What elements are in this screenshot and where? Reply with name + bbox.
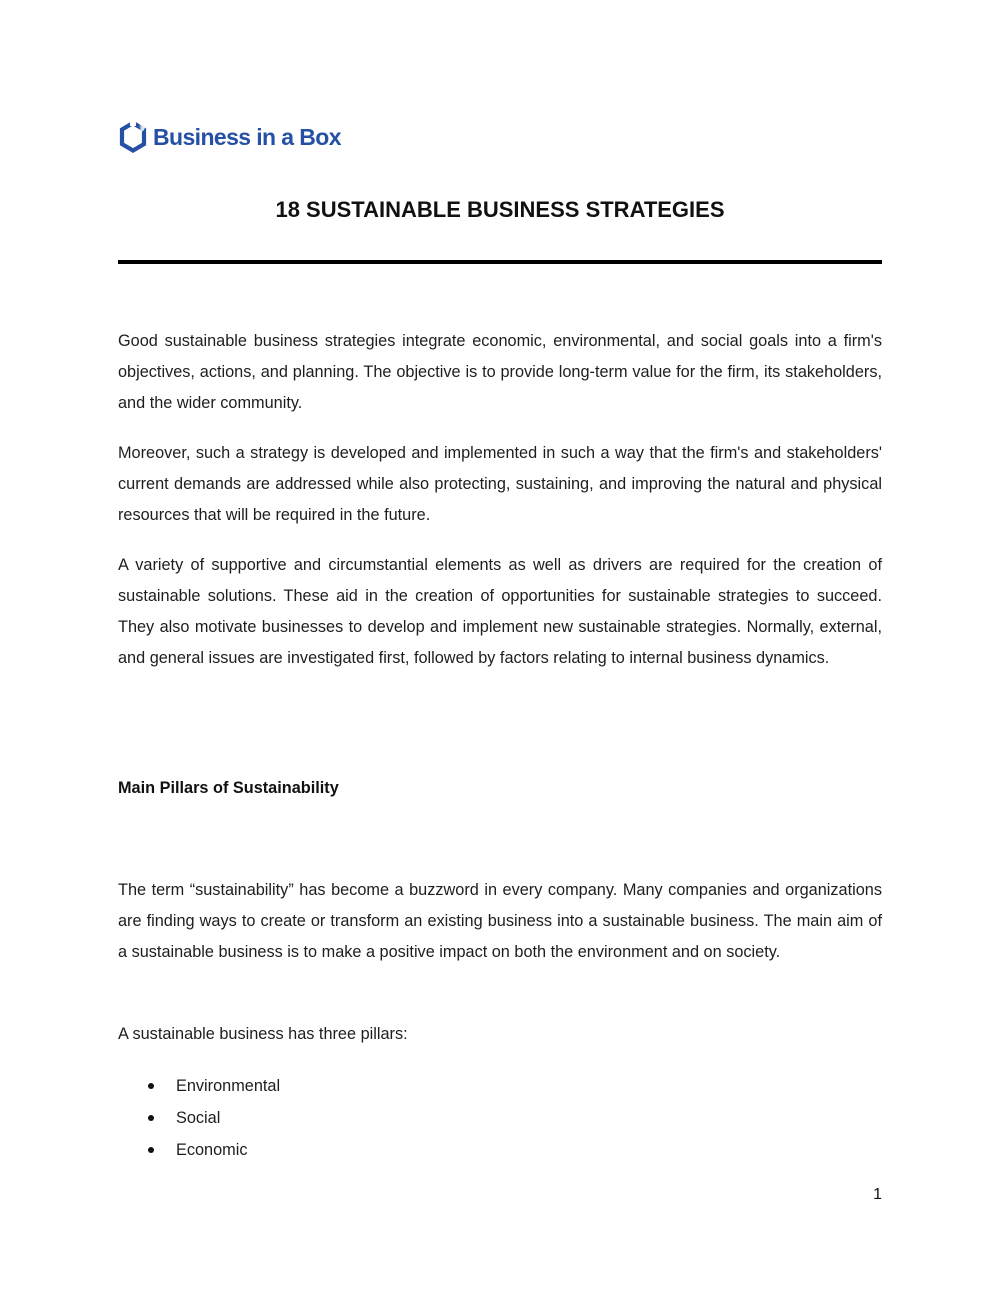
title-divider [118,260,882,264]
hexagon-logo-icon [119,120,147,154]
list-item [118,1072,280,1104]
bullet-icon [148,1115,154,1121]
document-title: 18 SUSTAINABLE BUSINESS STRATEGIES [275,197,725,222]
pillars-list [118,1072,280,1168]
section-paragraph-1: The term “sustainability” has become a buzzword in every company. Many companies and organizations are finding ways to create or transform an existing business into a sustainable business. The main aim of a sustainable business is to make a positive impact on both the environment and on society. [118,881,882,961]
bullet-icon [148,1147,154,1153]
list-item-label: Environmental [176,1077,281,1095]
bullet-icon [148,1083,154,1089]
page-number: 1 [873,1186,882,1203]
section-paragraph-2: A sustainable business has three pillars: [118,1025,408,1043]
intro-paragraph-1: Good sustainable business strategies integrate economic, environmental, and social goals into a firm's objectives, actions, and planning. The objective is to provide long-term value for the firm, its stakeholders, and the wider community. [118,332,882,412]
brand-logo [119,120,341,154]
intro-paragraph-3: A variety of supportive and circumstantial elements as well as drivers are required for the creation of sustainable solutions. These aid in the creation of opportunities for sustainable strategies to succeed. They also motivate businesses to develop and implement new sustainable strategies. Normally, external, and general issues are investigated first, followed by factors relating to internal business dynamics. [118,556,882,667]
list-item [118,1104,280,1136]
list-item-label: Economic [176,1141,248,1159]
brand-name: Business in a Box [153,124,341,150]
list-item [118,1136,280,1168]
intro-paragraph-2: Moreover, such a strategy is developed and implemented in such a way that the firm's and stakeholders' current demands are addressed while also protecting, sustaining, and improving the natural and physical resources that will be required in the future. [118,444,882,524]
list-item-label: Social [176,1109,221,1127]
section-heading: Main Pillars of Sustainability [118,779,339,797]
